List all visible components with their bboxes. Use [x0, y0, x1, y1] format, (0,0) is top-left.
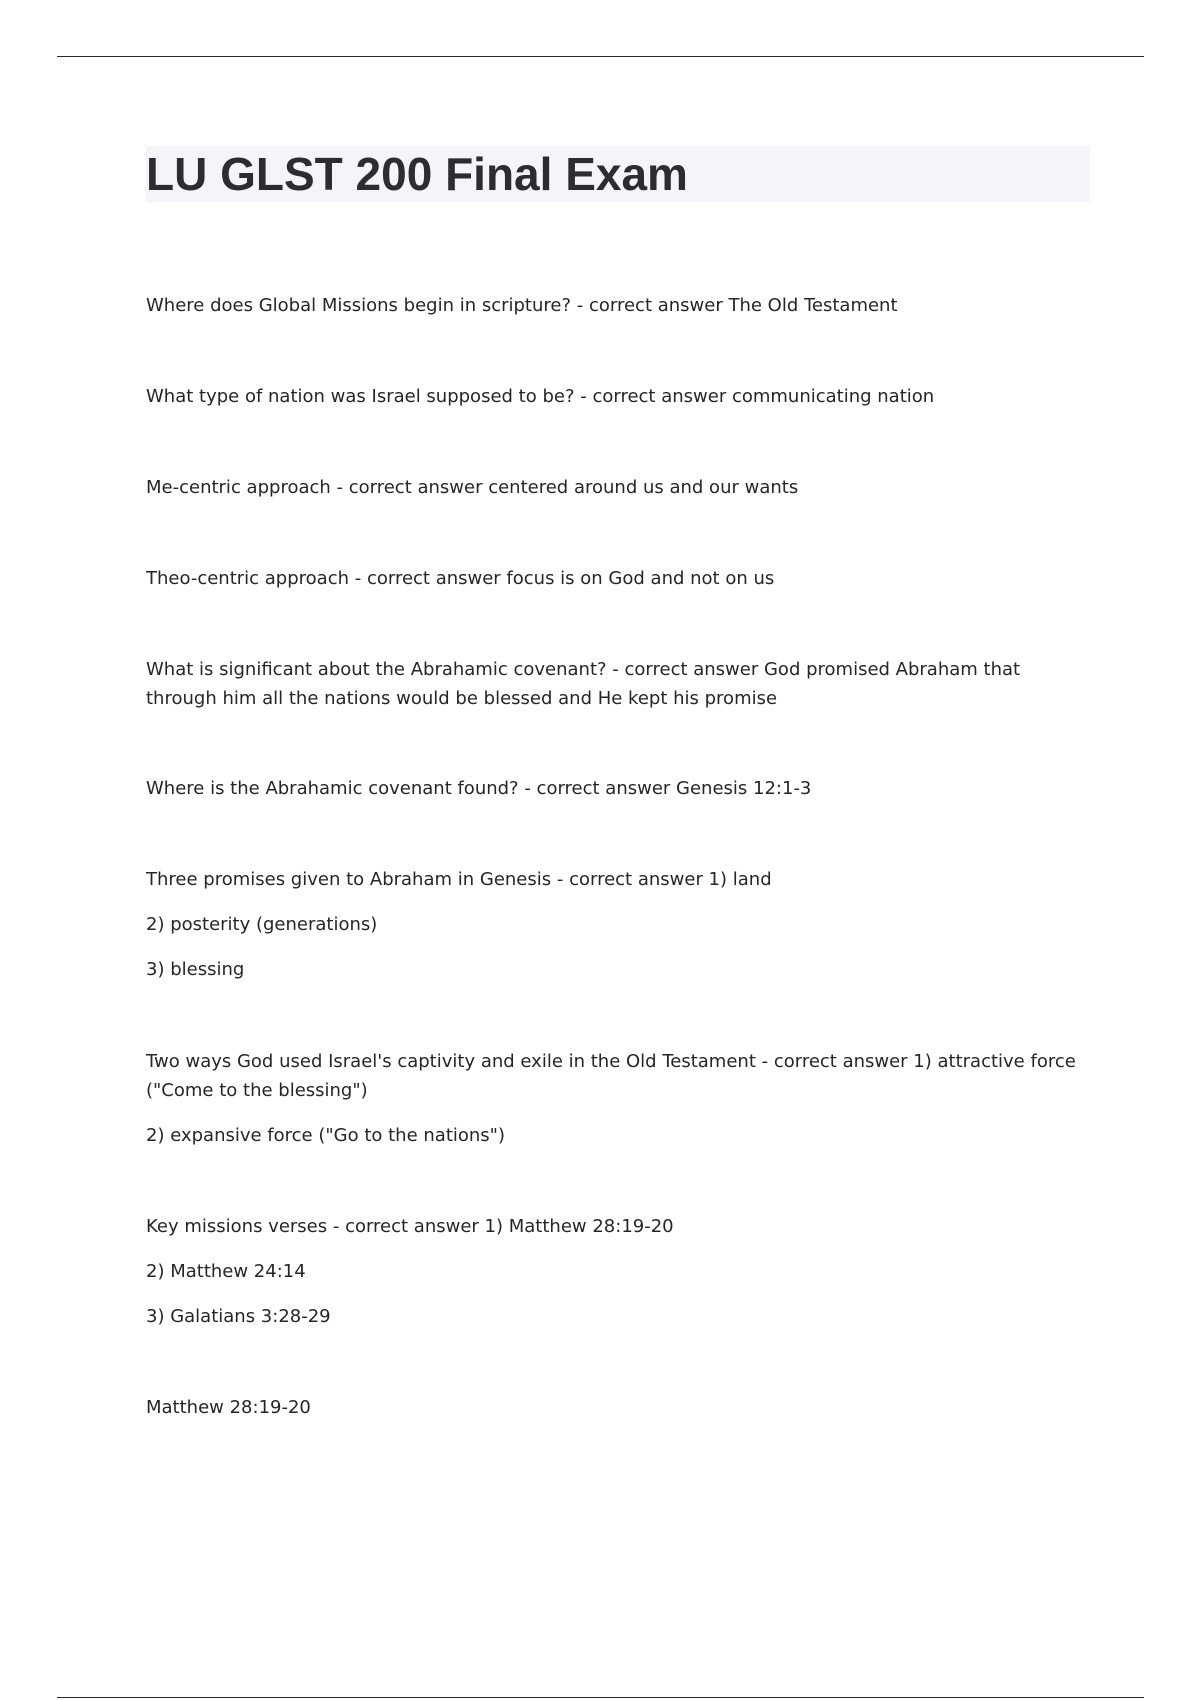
qa-item-8: [146, 1047, 1086, 1150]
qa-text: Where does Global Missions begin in scripture? - correct answer The Old Testament: [146, 295, 898, 316]
qa-sub-line: 3) Galatians 3:28-29: [146, 1306, 331, 1327]
qa-text-line-2: through him all the nations would be blessed and He kept his promise: [146, 688, 778, 709]
qa-item-10: [146, 1393, 1086, 1422]
bottom-rule: [57, 1697, 1144, 1698]
qa-item-6: [146, 774, 1086, 803]
qa-text: Me-centric approach - correct answer centered around us and our wants: [146, 477, 799, 498]
qa-text: Where is the Abrahamic covenant found? - correct answer Genesis 12:1-3: [146, 778, 812, 799]
qa-sub-line: 3) blessing: [146, 959, 245, 980]
qa-sub-line: 2) expansive force ("Go to the nations"): [146, 1125, 505, 1146]
qa-item-2: [146, 382, 1086, 411]
qa-text: What type of nation was Israel supposed to be? - correct answer communicating nation: [146, 386, 935, 407]
qa-item-7: [146, 865, 1086, 984]
qa-text-line-2: ("Come to the blessing"): [146, 1080, 368, 1101]
qa-item-3: [146, 473, 1086, 502]
qa-item-9: [146, 1212, 1086, 1331]
qa-sub-line: 2) Matthew 24:14: [146, 1261, 306, 1282]
qa-text: Theo-centric approach - correct answer focus is on God and not on us: [146, 568, 775, 589]
qa-text: Matthew 28:19-20: [146, 1397, 311, 1418]
document-title: LU GLST 200 Final Exam: [146, 148, 688, 200]
qa-sub-line: 2) posterity (generations): [146, 914, 378, 935]
qa-item-4: [146, 564, 1086, 593]
qa-item-5: [146, 655, 1086, 713]
qa-item-1: [146, 291, 1086, 320]
qa-text-line-1: What is significant about the Abrahamic covenant? - correct answer God promised Abraham that: [146, 659, 1021, 680]
qa-text-line-1: Two ways God used Israel's captivity and exile in the Old Testament - correct answer 1) attractive force: [146, 1051, 1076, 1072]
top-rule: [57, 56, 1144, 57]
qa-text: Three promises given to Abraham in Genesis - correct answer 1) land: [146, 869, 772, 890]
qa-text: Key missions verses - correct answer 1) Matthew 28:19-20: [146, 1216, 674, 1237]
